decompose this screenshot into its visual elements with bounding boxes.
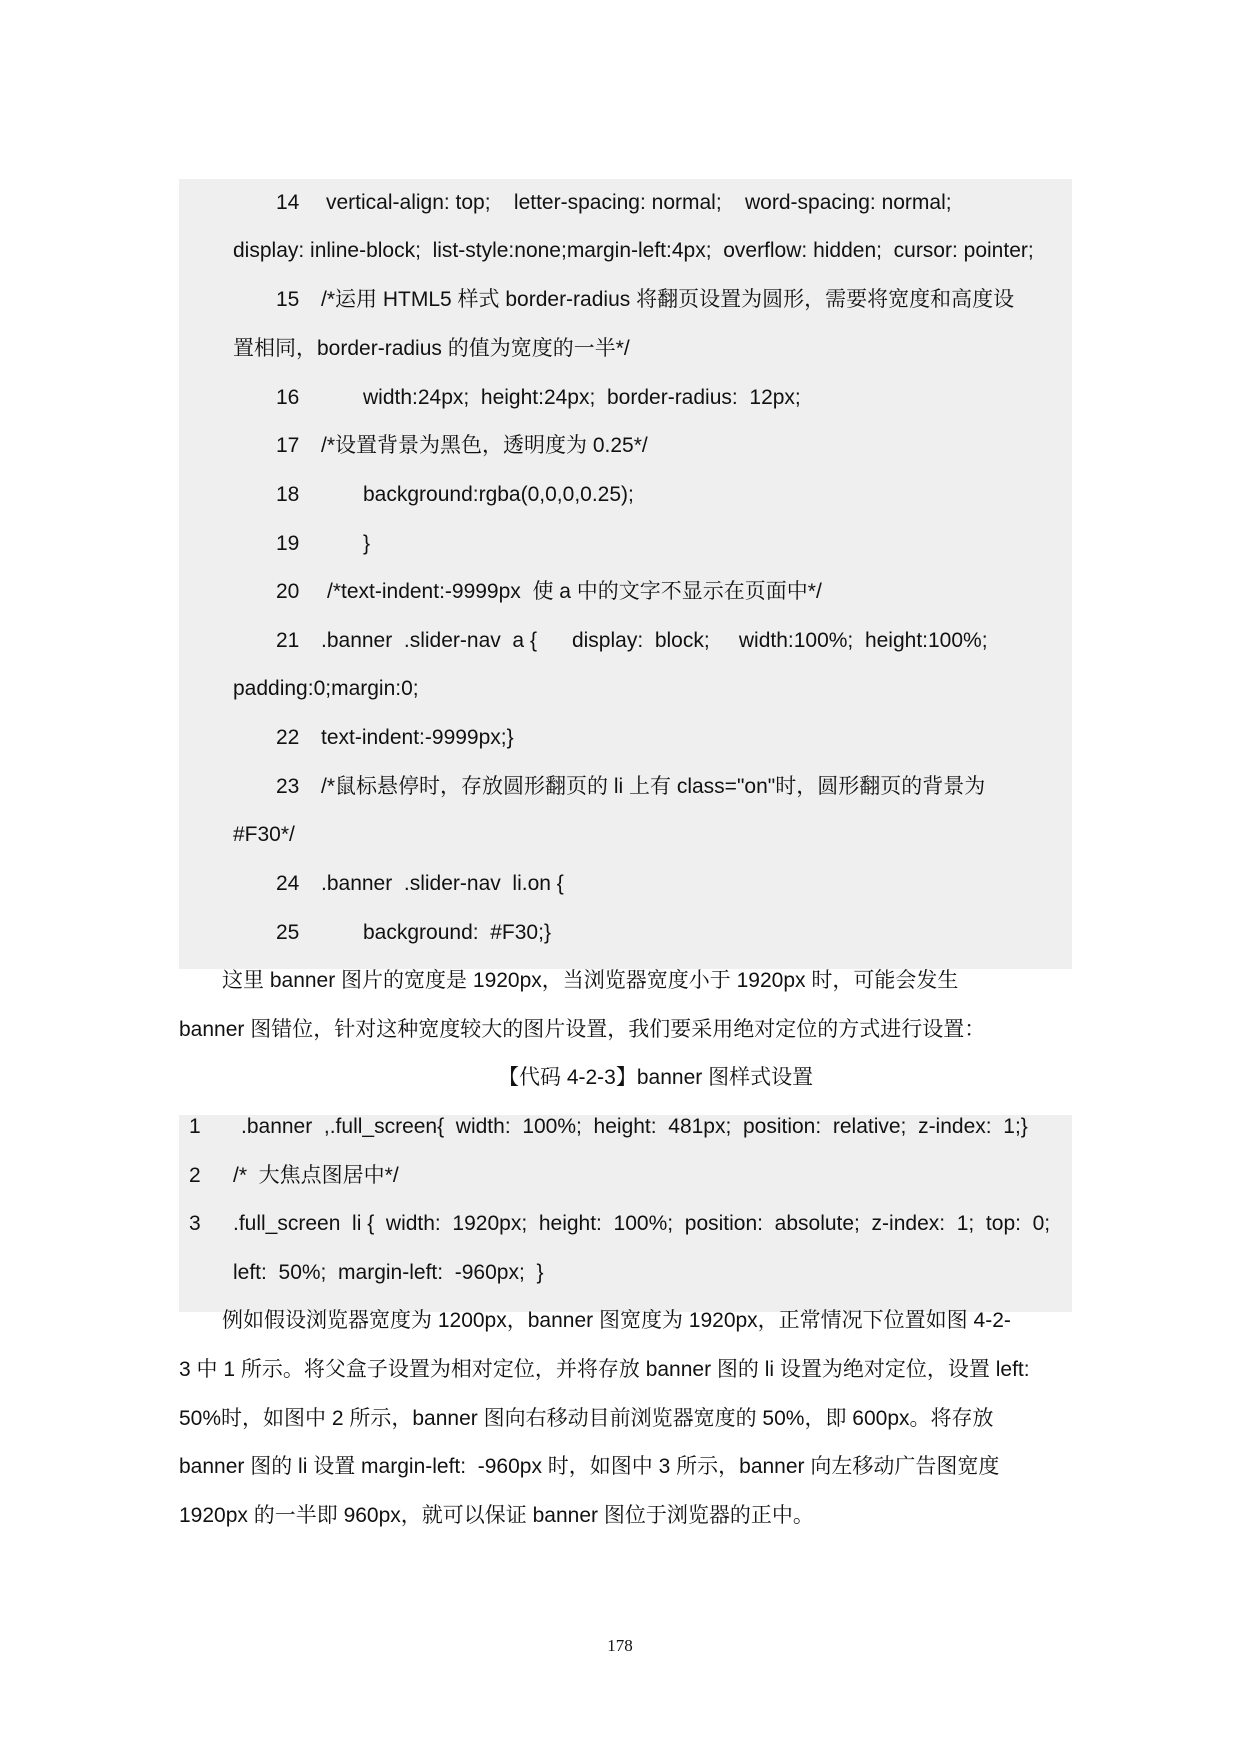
code-line: .banner .slider-nav a { display: block; width:100%; height:100%; (321, 629, 988, 652)
code-line: .full_screen li { width: 1920px; height: 100%; position: absolute; z-index: 1; top: 0; (233, 1212, 1051, 1235)
code-line: background:rgba(0,0,0,0.25); (363, 483, 634, 506)
code-line: padding:0;margin:0; (233, 677, 419, 700)
line-number: 20 (276, 580, 300, 603)
paragraph-line: banner 图的 li 设置 margin-left: -960px 时，如图中 3 所示，banner 向左移动广告图宽度 (179, 1455, 1000, 1478)
code-line: .banner ,.full_screen{ width: 100%; height: 481px; position: relative; z-index: 1;} (241, 1115, 1028, 1138)
line-number: 14 (276, 191, 300, 214)
line-number: 1 (189, 1115, 201, 1138)
code-line: text-indent:-9999px;} (321, 726, 514, 749)
paragraph-line: 这里 banner 图片的宽度是 1920px，当浏览器宽度小于 1920px 时，可能会发生 (222, 969, 959, 992)
code-line: width:24px; height:24px; border-radius: 12px; (363, 386, 801, 409)
line-number: 17 (276, 434, 300, 457)
paragraph-line: 例如假设浏览器宽度为 1200px，banner 图宽度为 1920px，正常情况下位置如图 4-2- (222, 1309, 1011, 1332)
code-line: /* 大焦点图居中*/ (233, 1164, 399, 1187)
line-number: 19 (276, 532, 300, 555)
paragraph-line: 1920px 的一半即 960px，就可以保证 banner 图位于浏览器的正中。 (179, 1504, 814, 1527)
code-line: } (363, 532, 371, 555)
line-number: 2 (189, 1164, 201, 1187)
line-number: 16 (276, 386, 300, 409)
page-number: 178 (607, 1636, 633, 1655)
code-line: .banner .slider-nav li.on { (321, 872, 564, 895)
code-line: /*鼠标悬停时，存放圆形翻页的 li 上有 class="on"时，圆形翻页的背景为 (321, 775, 986, 798)
code-line: background: #F30;} (363, 921, 551, 944)
code-caption: 【代码 4-2-3】banner 图样式设置 (498, 1066, 814, 1089)
line-number: 24 (276, 872, 300, 895)
line-number: 15 (276, 288, 300, 311)
line-number: 25 (276, 921, 300, 944)
code-line: display: inline-block; list-style:none;margin-left:4px; overflow: hidden; cursor: pointer; (233, 239, 1034, 262)
line-number: 3 (189, 1212, 201, 1235)
paragraph-line: 3 中 1 所示。将父盒子设置为相对定位，并将存放 banner 图的 li 设置为绝对定位，设置 left: (179, 1358, 1030, 1381)
line-number: 21 (276, 629, 300, 652)
code-line: #F30*/ (233, 823, 295, 846)
paragraph-line: banner 图错位，针对这种宽度较大的图片设置，我们要采用绝对定位的方式进行设置： (179, 1018, 986, 1041)
code-line: /*text-indent:-9999px 使 a 中的文字不显示在页面中*/ (327, 580, 822, 603)
code-line: /*设置背景为黑色，透明度为 0.25*/ (321, 434, 648, 457)
code-line: vertical-align: top; letter-spacing: normal; word-spacing: normal; (326, 191, 952, 214)
code-line: /*运用 HTML5 样式 border-radius 将翻页设置为圆形，需要将宽度和高度设 (321, 288, 1015, 311)
line-number: 18 (276, 483, 300, 506)
code-line: left: 50%; margin-left: -960px; } (233, 1261, 544, 1284)
code-line: 置相同，border-radius 的值为宽度的一半*/ (233, 337, 630, 360)
line-number: 22 (276, 726, 300, 749)
paragraph-line: 50%时，如图中 2 所示，banner 图向右移动目前浏览器宽度的 50%，即 600px。将存放 (179, 1407, 994, 1430)
line-number: 23 (276, 775, 300, 798)
